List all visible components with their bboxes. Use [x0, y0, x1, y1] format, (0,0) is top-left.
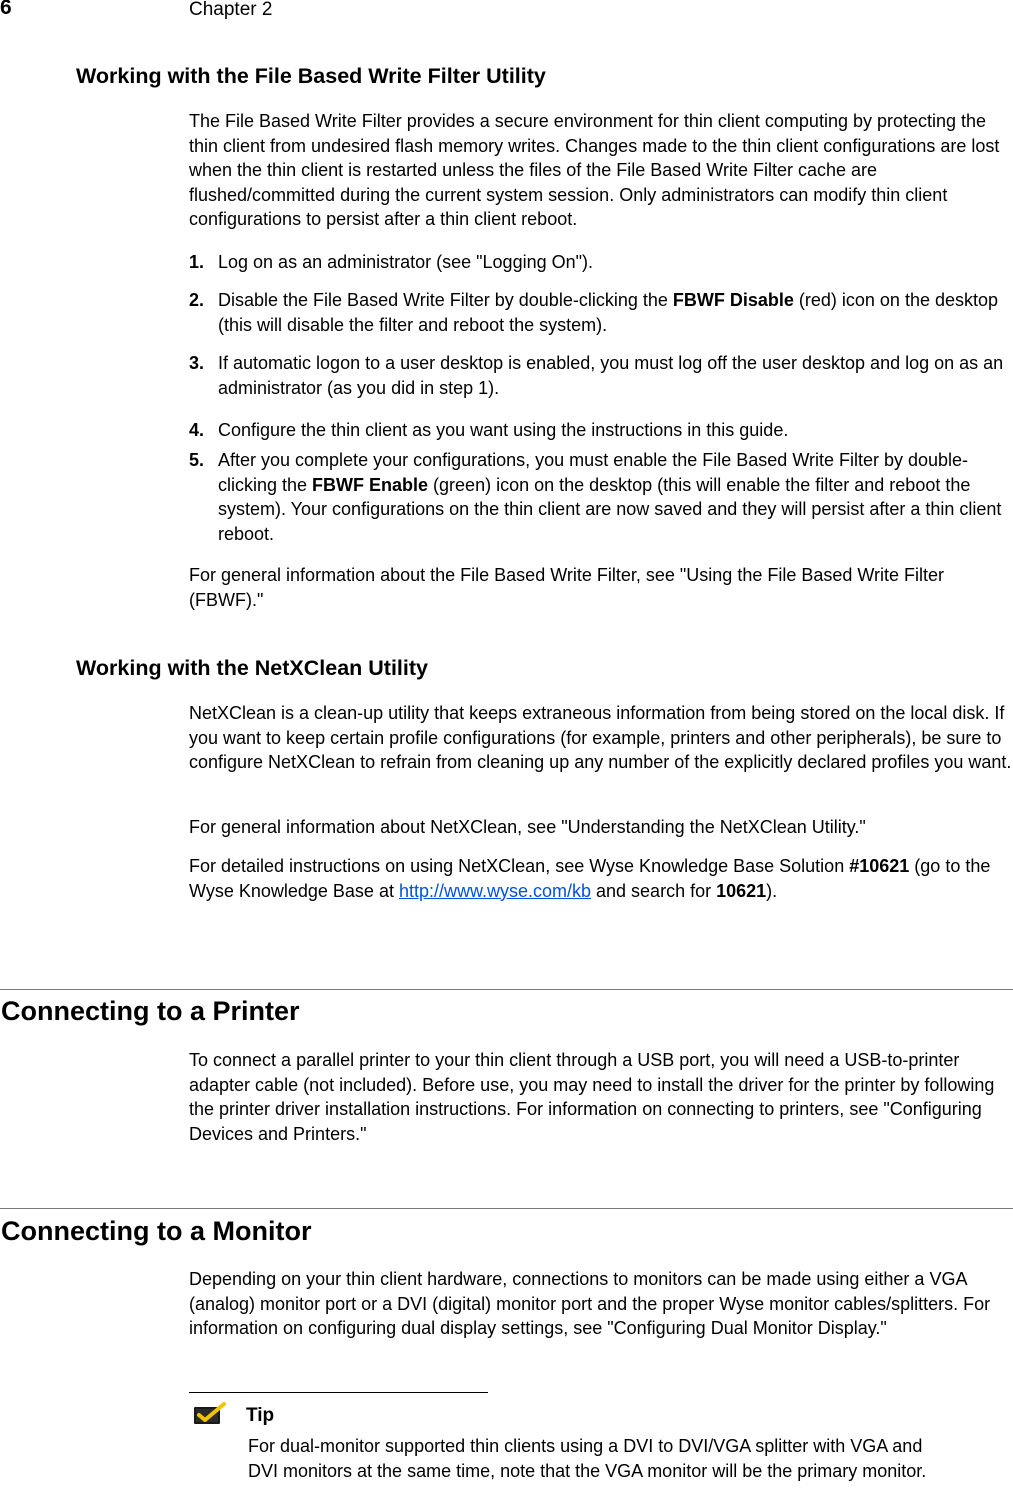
step-number: 4. [189, 420, 205, 440]
step-text: Disable the File Based Write Filter by double-clicking the FBWF Disable (red) icon on the desktop (this will disable the filter and reboot the system). [218, 290, 999, 335]
monitor-heading: Connecting to a Monitor [1, 1216, 312, 1246]
printer-heading: Connecting to a Printer [1, 996, 300, 1026]
fbwf-step-5 [189, 448, 1013, 546]
tip-label: Tip [246, 1405, 275, 1426]
step-number: 3. [189, 353, 205, 373]
netxclean-p1: NetXClean is a clean-up utility that keeps extraneous information from being stored on the local disk. If you want to keep certain profile configurations (for example, printers and other peripherals), be sure to configure NetXClean to refrain from cleaning up any number of the explicitly declared profiles you want. [189, 703, 1012, 772]
step-text: Log on as an administrator (see "Logging On"). [218, 252, 593, 272]
step-text: Configure the thin client as you want using the instructions in this guide. [218, 420, 789, 440]
tip-body: For dual-monitor supported thin clients using a DVI to DVI/VGA splitter with VGA and DVI monitors at the same time, note that the VGA monitor will be the primary monitor. [248, 1436, 927, 1481]
fbwf-step-4 [189, 418, 1013, 443]
section-divider [0, 1208, 1013, 1209]
fbwf-step-2 [189, 288, 1013, 337]
tip-divider [189, 1392, 488, 1393]
step-text: After you complete your configurations, you must enable the File Based Write Filter by double-clicking the FBWF Enable (green) icon on the desktop (this will enable the filter and reboot the system). Your configurations on the thin client are now saved and they will persist after a thin client reboot. [218, 450, 1002, 544]
netxclean-p2: For general information about NetXClean, see "Understanding the NetXClean Utility." [189, 817, 866, 837]
step-number: 5. [189, 450, 205, 470]
fbwf-step-1 [189, 250, 1013, 275]
netxclean-heading: Working with the NetXClean Utility [76, 656, 428, 680]
fbwf-enable-label: FBWF Enable [312, 474, 429, 495]
checkmark-note-icon [193, 1402, 227, 1426]
monitor-body: Depending on your thin client hardware, connections to monitors can be made using either a VGA (analog) monitor port or a DVI (digital) monitor port and the proper Wyse monitor cables/splitters. For information on configuring dual display settings, see "Configuring Dual Monitor Display." [189, 1269, 991, 1338]
fbwf-heading: Working with the File Based Write Filter Utility [76, 64, 546, 88]
step-number: 1. [189, 252, 205, 272]
step-number: 2. [189, 290, 205, 310]
chapter-label: Chapter 2 [189, 0, 273, 20]
printer-body: To connect a parallel printer to your thin client through a USB port, you will need a USB-to-printer adapter cable (not included). Before use, you may need to install the driver for the printer by following the printer driver installation instructions. For information on connecting to printers, see "Configuring Devices and Printers." [189, 1050, 995, 1144]
page-number: 6 [0, 0, 12, 19]
fbwf-step-3 [189, 351, 1013, 400]
fbwf-footer: For general information about the File Based Write Filter, see "Using the File Based Write Filter (FBWF)." [189, 565, 945, 610]
fbwf-disable-label: FBWF Disable [672, 290, 794, 310]
wyse-kb-link[interactable]: http://www.wyse.com/kb [398, 880, 592, 901]
fbwf-intro: The File Based Write Filter provides a secure environment for thin client computing by protecting the thin client from undesired flash memory writes. Changes made to the thin client configurations are lost when the thin client is restarted unless the files of the File Based Write Filter cache are flushed/committed during the current system session. Only administrators can modify thin client configurations to persist after a thin client reboot. [189, 111, 1000, 229]
section-divider [0, 989, 1013, 990]
step-text: If automatic logon to a user desktop is enabled, you must log off the user desktop and log on as an administrator (as you did in step 1). [218, 353, 1004, 398]
netxclean-p3: For detailed instructions on using NetXClean, see Wyse Knowledge Base Solution #10621 (go to the Wyse Knowledge Base at http://www.wyse.com/kb and search for 10621). [189, 856, 991, 901]
